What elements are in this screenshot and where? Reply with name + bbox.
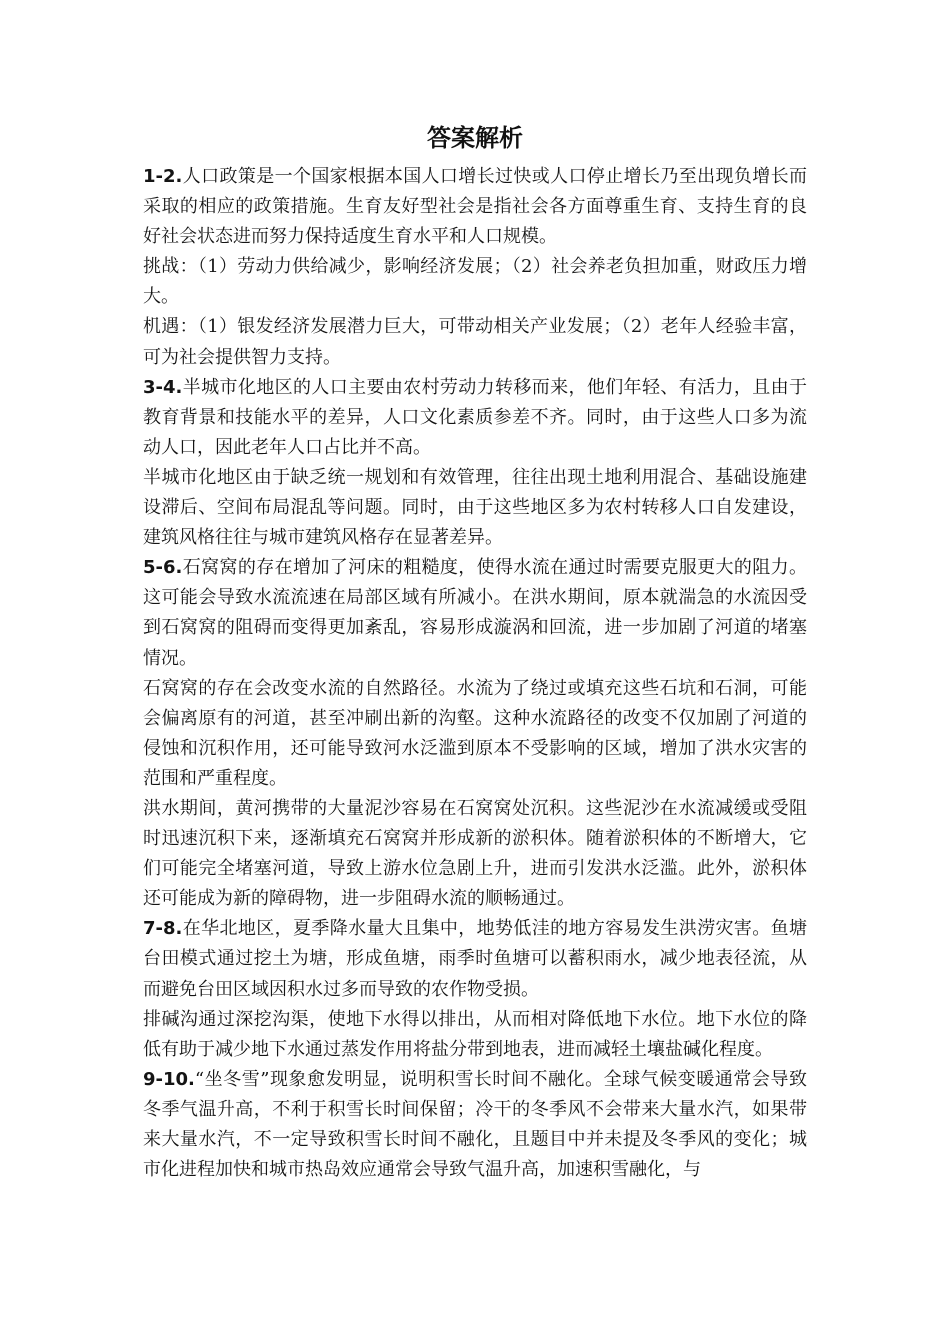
paragraph-semi-urban [143, 463, 807, 553]
paragraph-opportunities [143, 312, 807, 372]
paragraph-text: “坐冬雪”现象愈发明显，说明积雪长时间不融化。全球气候变暖通常会导致冬季气温升高，不利于积雪长时间保留；冷干的冬季风不会带来大量水汽，如果带来大量水汽，不一定导致积雪长时间不融化，且题目中并未提及冬季风的变化；城市化进程加快和城市热岛效应通常会导致气温升高，加速积雪融化，与 [143, 1068, 807, 1181]
paragraph-5-6 [143, 553, 807, 673]
paragraph-water-path [143, 674, 807, 794]
page-title: 答案解析 [427, 124, 523, 152]
paragraph-7-8 [143, 914, 807, 1004]
paragraph-text: 半城市化地区的人口主要由农村劳动力转移而来，他们年轻、有活力，且由于教育背景和技能水平的差异，人口文化素质参差不齐。同时，由于这些人口多为流动人口，因此老年人口占比并不高。 [143, 376, 807, 458]
question-number: 1-2. [143, 166, 183, 187]
paragraph-text: 半城市化地区由于缺乏统一规划和有效管理，往往出现土地利用混合、基础设施建设滞后、空间布局混乱等问题。同时，由于这些地区多为农村转移人口自发建设，建筑风格往往与城市建筑风格存在显著差异。 [143, 466, 807, 549]
question-number: 7-8. [143, 918, 183, 940]
question-number: 5-6. [143, 557, 183, 579]
paragraph-text: 机遇：（1）银发经济发展潜力巨大，可带动相关产业发展；（2）老年人经验丰富，可为社会提供智力支持。 [143, 316, 807, 368]
paragraph-text: 人口政策是一个国家根据本国人口增长过快或人口停止增长乃至出现负增长而采取的相应的政策措施。生育友好型社会是指社会各方面尊重生育、支持生育的良好社会状态进而努力保持适度生育水平和人口规模。 [143, 166, 807, 248]
paragraph-text: 在华北地区，夏季降水量大且集中，地势低洼的地方容易发生洪涝灾害。鱼塘台田模式通过挖土为塘，形成鱼塘，雨季时鱼塘可以蓄积雨水，减少地表径流，从而避免台田区域因积水过多而导致的农作物受损。 [143, 918, 807, 1000]
paragraph-text: 排碱沟通过深挖沟渠，使地下水得以排出，从而相对降低地下水位。地下水位的降低有助于减少地下水通过蒸发作用将盐分带到地表，进而减轻土壤盐碱化程度。 [143, 1008, 807, 1060]
paragraph-text: 洪水期间，黄河携带的大量泥沙容易在石窝窝处沉积。这些泥沙在水流减缓或受阻时迅速沉积下来，逐渐填充石窝窝并形成新的淤积体。随着淤积体的不断增大，它们可能完全堵塞河道，导致上游水位急剧上升，进而引发洪水泛滥。此外，淤积体还可能成为新的障碍物，进一步阻碍水流的顺畅通过。 [143, 797, 807, 910]
paragraph-3-4 [143, 373, 807, 463]
paragraph-sediment [143, 794, 807, 914]
answer-content [143, 162, 807, 1185]
paragraph-9-10 [143, 1065, 807, 1185]
paragraph-challenges [143, 252, 807, 312]
paragraph-text: 石窝窝的存在增加了河床的粗糙度，使得水流在通过时需要克服更大的阻力。这可能会导致水流流速在局部区域有所减小。在洪水期间，原本就湍急的水流因受到石窝窝的阻碍而变得更加紊乱，容易形成漩涡和回流，进一步加剧了河道的堵塞情况。 [143, 557, 807, 669]
paragraph-drainage [143, 1005, 807, 1065]
paragraph-text: 挑战：（1）劳动力供给减少，影响经济发展；（2）社会养老负担加重，财政压力增大。 [143, 256, 807, 308]
question-number: 9-10. [143, 1068, 195, 1090]
paragraph-1-2 [143, 162, 807, 252]
paragraph-text: 石窝窝的存在会改变水流的自然路径。水流为了绕过或填充这些石坑和石洞，可能会偏离原有的河道，甚至冲刷出新的沟壑。这种水流路径的改变不仅加剧了河道的侵蚀和沉积作用，还可能导致河水泛滥到原本不受影响的区域，增加了洪水灾害的范围和严重程度。 [143, 677, 807, 789]
question-number: 3-4. [143, 376, 183, 398]
